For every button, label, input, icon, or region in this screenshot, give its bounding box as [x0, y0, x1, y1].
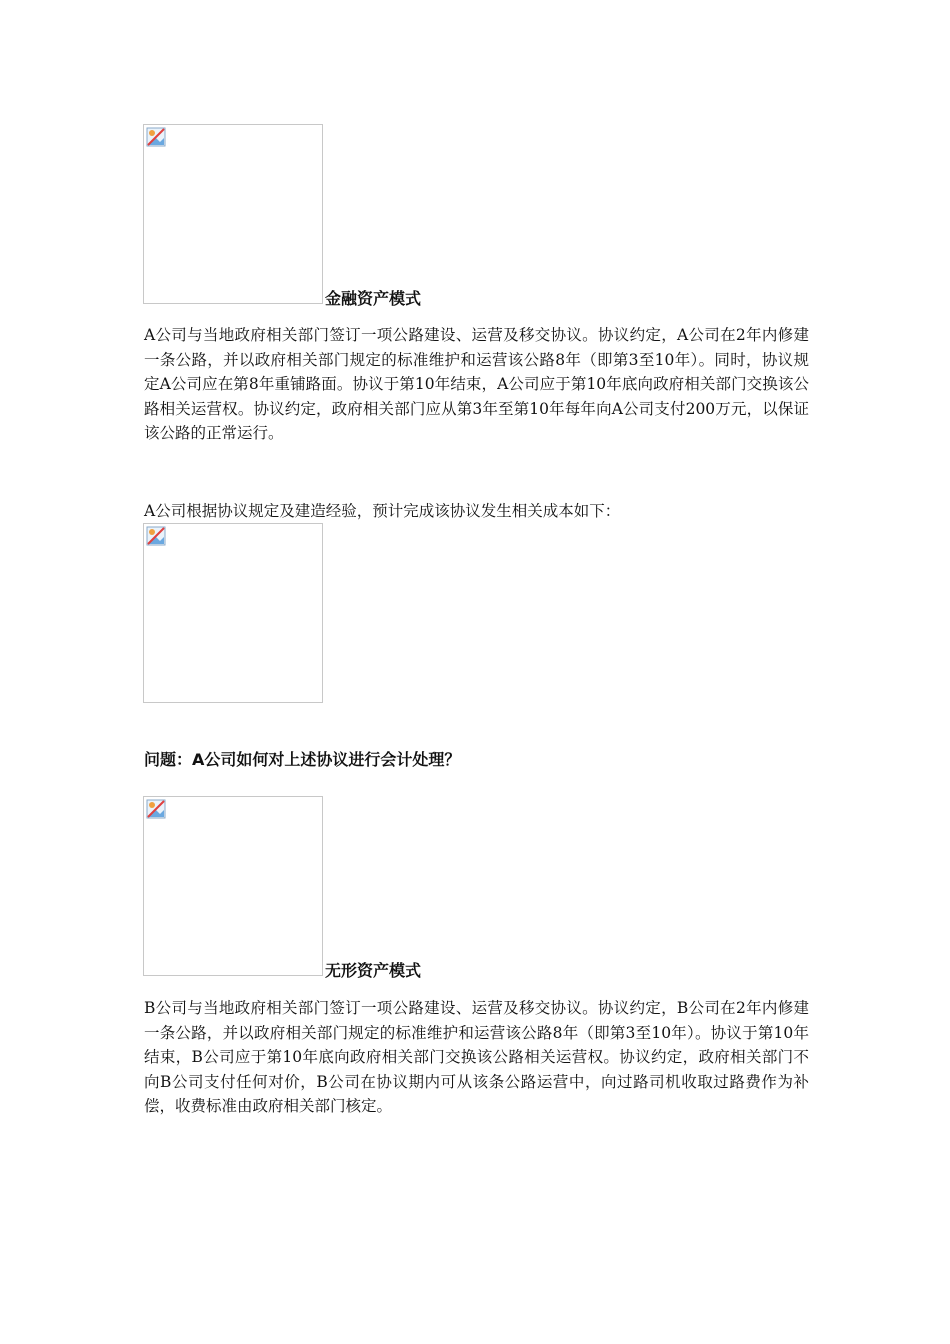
section1-paragraph: A公司与当地政府相关部门签订一项公路建设、运营及移交协议。协议约定，A公司在2年内修建一条公路，并以政府相关部门规定的标准维护和运营该公路8年（即第3至10年）。同时，协议规定A公司应在第8年重铺路面。协议于第10年结束，A公司应于第10年底向政府相关部门交换该公路相关运营权。协议约定，政府相关部门应从第3年至第10年每年向A公司支付200万元，以保证该公路的正常运行。: [144, 326, 809, 442]
broken-image-icon: [146, 127, 166, 147]
image-placeholder-1: [143, 124, 323, 304]
section2-paragraph: B公司与当地政府相关部门签订一项公路建设、运营及移交协议。协议约定，B公司在2年内修建一条公路，并以政府相关部门规定的标准维护和运营该公路8年（即第3至10年）。协议于第10年结束，B公司应于第10年底向政府相关部门交换该公路相关运营权。协议约定，政府相关部门不向B公司支付任何对价，B公司在协议期内可从该条公路运营中，向过路司机收取过路费作为补偿，收费标准由政府相关部门核定。: [144, 999, 809, 1115]
image-placeholder-3: [143, 796, 323, 976]
section2-heading: 无形资产模式: [325, 961, 422, 980]
image-placeholder-2: [143, 523, 323, 703]
question-text: 问题：A公司如何对上述协议进行会计处理？: [144, 750, 461, 769]
broken-image-icon: [146, 799, 166, 819]
section1-heading: 金融资产模式: [325, 289, 422, 308]
broken-image-icon: [146, 526, 166, 546]
section1-paragraph2: A公司根据协议规定及建造经验，预计完成该协议发生相关成本如下：: [144, 502, 621, 520]
